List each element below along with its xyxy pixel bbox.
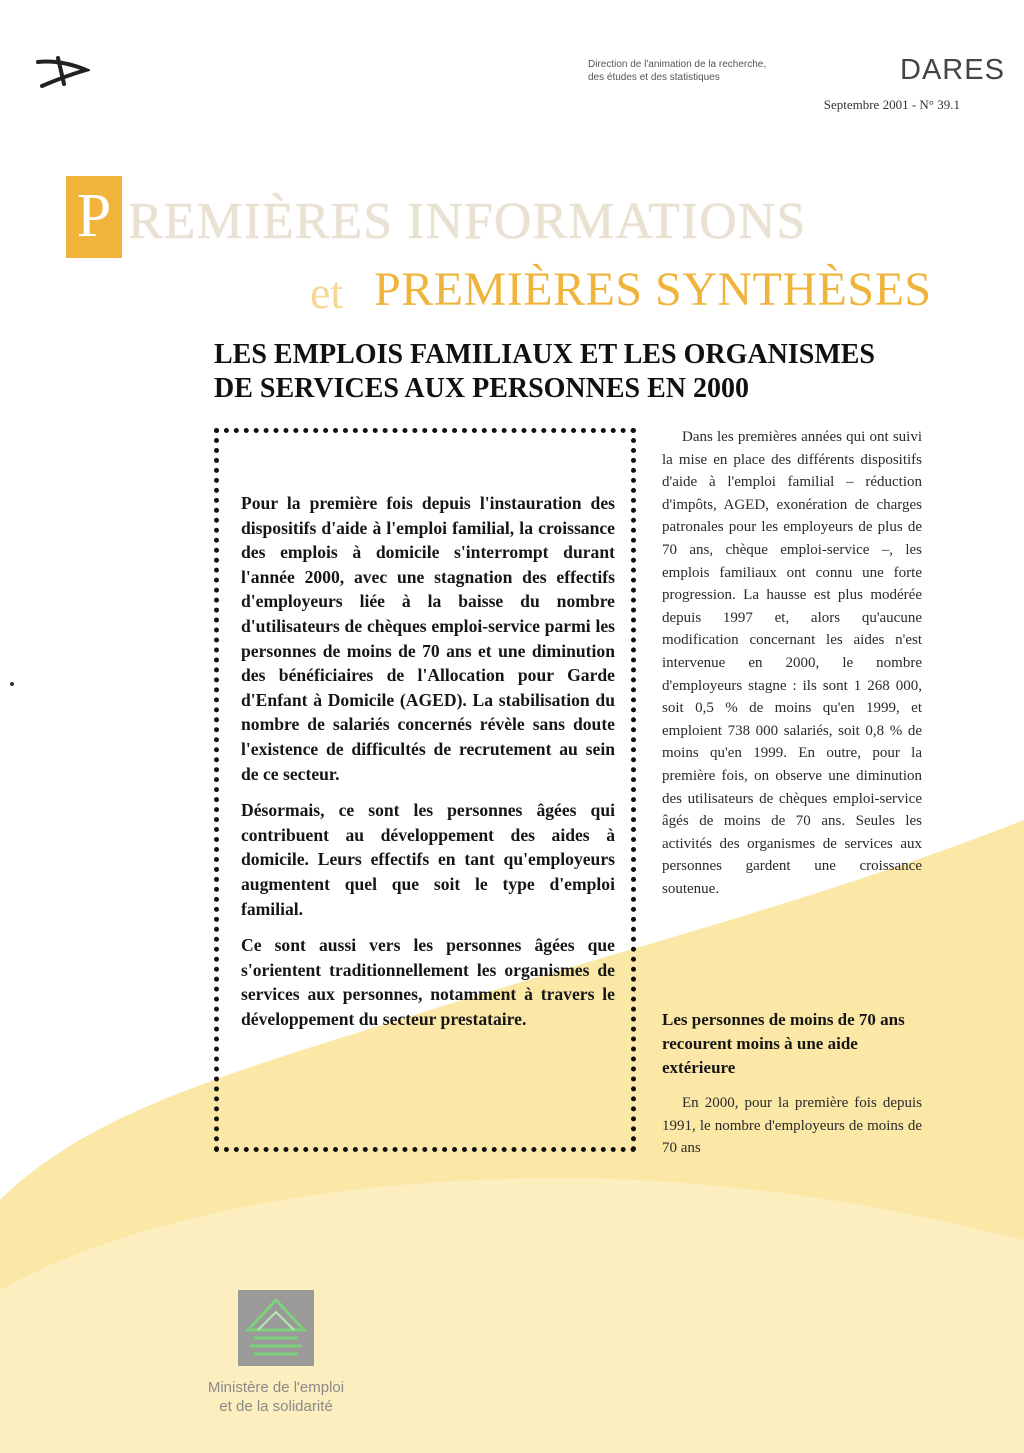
- masthead-line-1: REMIÈRES INFORMATIONS: [128, 193, 807, 250]
- masthead-line-2: PREMIÈRES SYNTHÈSES: [374, 263, 932, 316]
- masthead-initial-box: [66, 176, 122, 258]
- ministry-line-2: et de la solidarité: [219, 1398, 333, 1415]
- summary-box: [214, 428, 636, 1152]
- ministry-name: [186, 1378, 366, 1416]
- direction-line-2: des études et des statistiques: [588, 72, 720, 83]
- summary-paragraph-3: Ce sont aussi vers les personnes âgées que s'orientent traditionnellement les organismes de services aux personnes, notamment à travers le développement du secteur prestataire.: [241, 935, 615, 1029]
- body-intro-paragraph: Dans les premières années qui ont suivi la mise en place des différents dispositifs d'aide à l'emploi familial – réduction d'impôts, AGED, exonération de charges patronales pour les employeurs de plus de 70 ans, chèque emploi-service –, les emplois familiaux ont connu une forte progression. La hausse est plus modérée depuis 1997 et, alors qu'aucune modification concernant les aides n'est intervenue en 2000, le nombre d'employeurs stagne : ils sont 1 268 000, soit 0,5 % de moins qu'en 1999, et emploient 738 000 salariés, soit 0,8 % de moins qu'en 1999. En outre, pour la première fois, on observe une diminution des utilisateurs de chèques emploi-service âgés de moins de 70 ans. Seules les activités des organismes de services aux personnes gardent une croissance soutenue.: [662, 429, 922, 897]
- direction-name: [588, 58, 848, 84]
- article-headline: [214, 338, 974, 406]
- body-continued-paragraph: En 2000, pour la première fois depuis 1991, le nombre d'employeurs de moins de 70 ans: [662, 1095, 922, 1157]
- corner-logo-icon: [34, 52, 90, 92]
- summary-paragraph-2: Désormais, ce sont les personnes âgées qui contribuent au développement des aides à domicile. Leurs effectifs en tant qu'employeurs augmentent quel que soit le type d'emploi familial.: [241, 800, 615, 919]
- direction-line-1: Direction de l'animation de la recherche,: [588, 59, 767, 70]
- ministry-line-1: Ministère de l'emploi: [207, 1379, 345, 1396]
- body-column-intro: [662, 426, 922, 900]
- headline-line-1: LES EMPLOIS FAMILIAUX ET LES ORGANISMES: [214, 339, 875, 370]
- headline-line-2: DE SERVICES AUX PERSONNES EN 2000: [214, 373, 750, 404]
- summary-paragraph-1: Pour la première fois depuis l'instauration des dispositifs d'aide à l'emploi familial, la croissance des emplois à domicile s'interrompt durant l'année 2000, avec une stagnation des effectifs d'employeurs liée à la baisse du nombre d'utilisateurs de chèques emploi-service parmi les personnes de moins de 70 ans et une diminution des bénéficiaires de l'Allocation pour Garde d'Enfant à Domicile (AGED). La stabilisation du nombre de salariés concernés révèle sans doute l'existence de difficultés de recrutement au sein de ce secteur.: [241, 493, 615, 784]
- issue-number: Septembre 2001 - N° 39.1: [823, 97, 960, 112]
- body-column-continued: [662, 1092, 922, 1160]
- brand-dares: DARES: [900, 54, 1005, 86]
- section-subheading: Les personnes de moins de 70 ans recourent moins à une aide extérieure: [662, 1010, 905, 1077]
- margin-dot: [10, 682, 14, 686]
- masthead-initial: P: [76, 182, 112, 250]
- summary-text: [241, 491, 615, 1043]
- masthead-et: et: [310, 267, 344, 318]
- ministry-logo-icon: [238, 1290, 314, 1366]
